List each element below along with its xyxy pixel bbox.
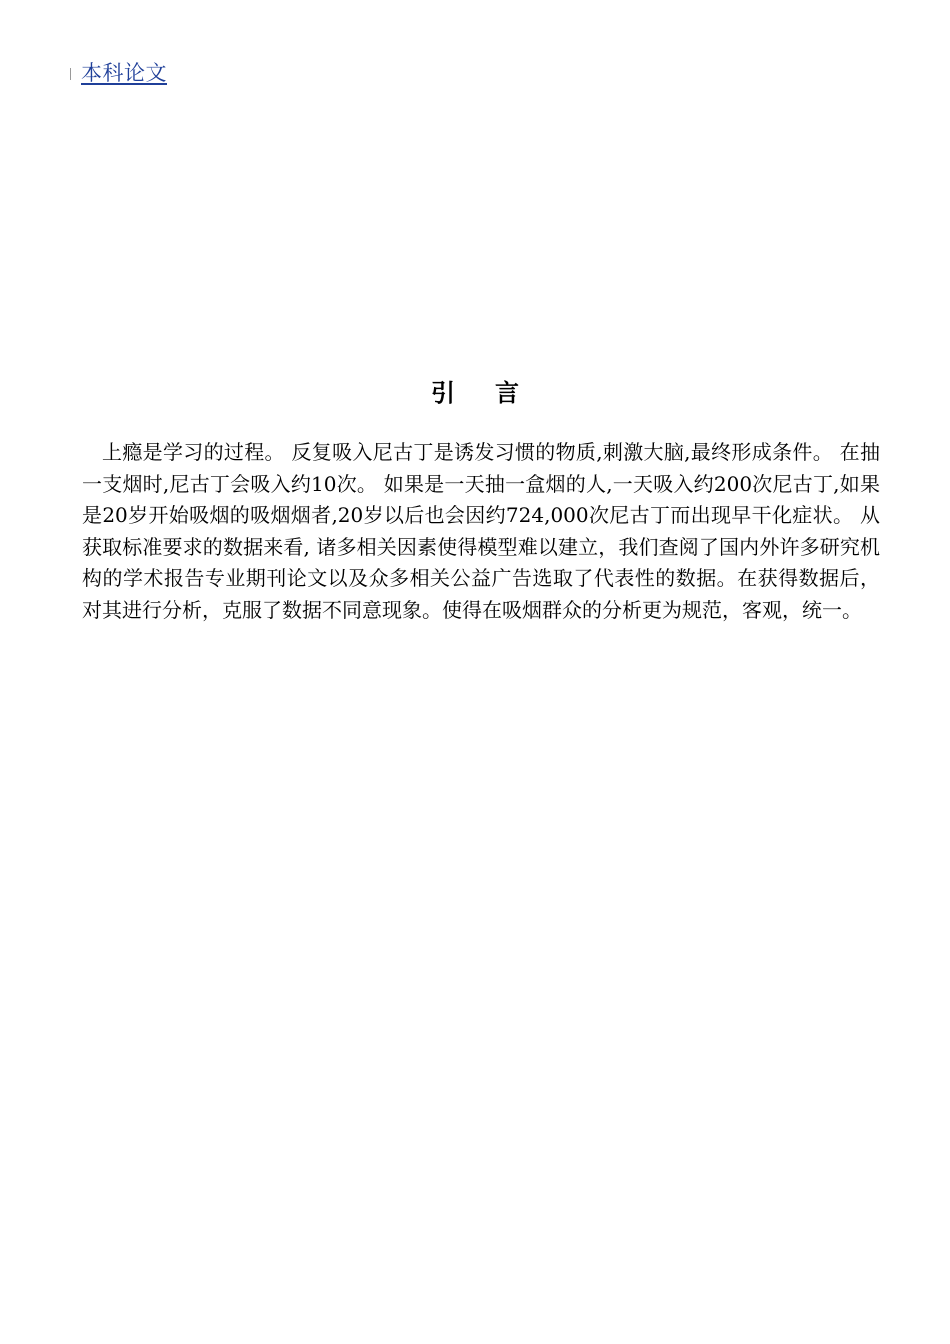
header-divider xyxy=(70,68,71,80)
section-title: 引言 xyxy=(431,379,559,408)
thesis-header-link[interactable]: 本科论文 xyxy=(81,61,167,85)
introduction-paragraph: 上瘾是学习的过程。 反复吸入尼古丁是诱发习惯的物质,刺激大脑,最终形成条件。 在抽一支烟时,尼古丁会吸入约10次。 如果是一天抽一盒烟的人,一天吸入约200次尼古丁,如果是20岁开始吸烟的吸烟烟者,20岁以后也会因约724,000次尼古丁而出现早干化症状。 从获取标准要求的数据来看, 诸多相关因素使得模型难以建立，我们查阅了国内外许多研究机构的学术报告专业期刊论文以及众多相关公益广告选取了代表性的数据。在获得数据后，对其进行分析，克服了数据不同意现象。使得在吸烟群众的分析更为规范，客观，统一。 xyxy=(82,440,880,622)
page-header xyxy=(70,58,167,86)
